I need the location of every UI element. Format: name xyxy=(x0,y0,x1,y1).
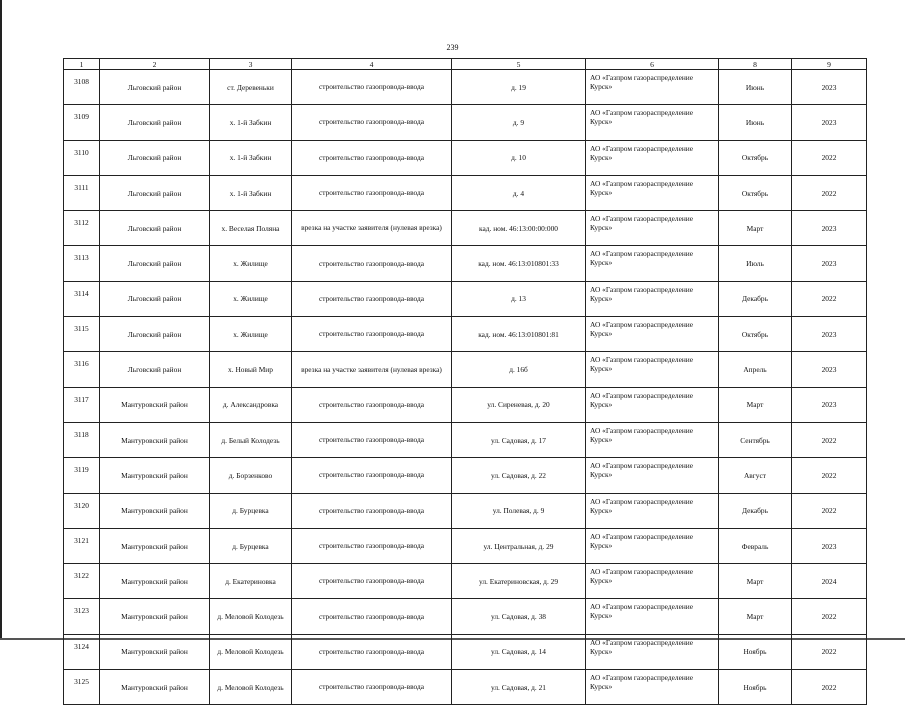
table-row xyxy=(64,387,867,422)
organization-cell: АО «Газпром газораспределение Курск» xyxy=(586,528,719,563)
table-row xyxy=(64,564,867,599)
month-cell: Сентябрь xyxy=(719,422,792,457)
year-cell: 2023 xyxy=(792,528,867,563)
address-cell: ул. Садовая, д. 17 xyxy=(452,422,586,457)
year-cell: 2022 xyxy=(792,599,867,634)
organization-cell: АО «Газпром газораспределение Курск» xyxy=(586,458,719,493)
district-cell: Мантуровский район xyxy=(100,670,210,705)
column-header: 6 xyxy=(586,59,719,70)
year-cell: 2023 xyxy=(792,317,867,352)
settlement-cell: х. Жилище xyxy=(210,246,292,281)
row-number-cell: 3123 xyxy=(64,599,100,634)
row-number-cell: 3108 xyxy=(64,70,100,105)
address-cell: д. 16б xyxy=(452,352,586,387)
address-cell: д. 13 xyxy=(452,281,586,316)
organization-cell: АО «Газпром газораспределение Курск» xyxy=(586,140,719,175)
work-type-cell: строительство газопровода-ввода xyxy=(292,140,452,175)
row-number-cell: 3119 xyxy=(64,458,100,493)
organization-cell: АО «Газпром газораспределение Курск» xyxy=(586,211,719,246)
table-body xyxy=(64,70,867,705)
address-cell: ул. Полевая, д. 9 xyxy=(452,493,586,528)
table-row xyxy=(64,211,867,246)
address-cell: д. 9 xyxy=(452,105,586,140)
work-type-cell: строительство газопровода-ввода xyxy=(292,105,452,140)
address-cell: ул. Екатериновская, д. 29 xyxy=(452,564,586,599)
district-cell: Мантуровский район xyxy=(100,599,210,634)
settlement-cell: х. Веселая Поляна xyxy=(210,211,292,246)
address-cell: ул. Садовая, д. 21 xyxy=(452,670,586,705)
settlement-cell: д. Бурцевка xyxy=(210,528,292,563)
year-cell: 2023 xyxy=(792,246,867,281)
organization-cell: АО «Газпром газораспределение Курск» xyxy=(586,493,719,528)
month-cell: Апрель xyxy=(719,352,792,387)
month-cell: Август xyxy=(719,458,792,493)
address-cell: кад. ном. 46:13:010801:81 xyxy=(452,317,586,352)
organization-cell: АО «Газпром газораспределение Курск» xyxy=(586,317,719,352)
year-cell: 2024 xyxy=(792,564,867,599)
work-type-cell: строительство газопровода-ввода xyxy=(292,458,452,493)
district-cell: Льговский район xyxy=(100,281,210,316)
work-type-cell: строительство газопровода-ввода xyxy=(292,281,452,316)
work-type-cell: строительство газопровода-ввода xyxy=(292,528,452,563)
organization-cell: АО «Газпром газораспределение Курск» xyxy=(586,175,719,210)
address-cell: ул. Садовая, д. 38 xyxy=(452,599,586,634)
table-row xyxy=(64,70,867,105)
row-number-cell: 3112 xyxy=(64,211,100,246)
row-number-cell: 3113 xyxy=(64,246,100,281)
column-header: 5 xyxy=(452,59,586,70)
work-type-cell: строительство газопровода-ввода xyxy=(292,175,452,210)
column-header: 4 xyxy=(292,59,452,70)
row-number-cell: 3114 xyxy=(64,281,100,316)
year-cell: 2023 xyxy=(792,387,867,422)
settlement-cell: д. Борзенково xyxy=(210,458,292,493)
year-cell: 2022 xyxy=(792,670,867,705)
district-cell: Мантуровский район xyxy=(100,564,210,599)
district-cell: Мантуровский район xyxy=(100,493,210,528)
address-cell: кад. ном. 46:13:010801:33 xyxy=(452,246,586,281)
table-row xyxy=(64,175,867,210)
work-type-cell: строительство газопровода-ввода xyxy=(292,70,452,105)
district-cell: Льговский район xyxy=(100,352,210,387)
district-cell: Льговский район xyxy=(100,175,210,210)
month-cell: Июнь xyxy=(719,105,792,140)
settlement-cell: д. Меловой Колодезь xyxy=(210,599,292,634)
year-cell: 2022 xyxy=(792,140,867,175)
district-cell: Льговский район xyxy=(100,317,210,352)
month-cell: Декабрь xyxy=(719,281,792,316)
work-type-cell: строительство газопровода-ввода xyxy=(292,634,452,669)
row-number-cell: 3115 xyxy=(64,317,100,352)
settlement-cell: х. Новый Мир xyxy=(210,352,292,387)
work-type-cell: строительство газопровода-ввода xyxy=(292,493,452,528)
table-row xyxy=(64,317,867,352)
row-number-cell: 3124 xyxy=(64,634,100,669)
year-cell: 2023 xyxy=(792,105,867,140)
settlement-cell: х. 1-й Забкин xyxy=(210,140,292,175)
row-number-cell: 3109 xyxy=(64,105,100,140)
settlement-cell: д. Александровка xyxy=(210,387,292,422)
address-cell: ул. Сиреневая, д. 20 xyxy=(452,387,586,422)
district-cell: Льговский район xyxy=(100,105,210,140)
address-cell: д. 4 xyxy=(452,175,586,210)
column-header: 9 xyxy=(792,59,867,70)
row-number-cell: 3110 xyxy=(64,140,100,175)
district-cell: Мантуровский район xyxy=(100,387,210,422)
row-number-cell: 3121 xyxy=(64,528,100,563)
year-cell: 2023 xyxy=(792,70,867,105)
organization-cell: АО «Газпром газораспределение Курск» xyxy=(586,670,719,705)
organization-cell: АО «Газпром газораспределение Курск» xyxy=(586,634,719,669)
address-cell: ул. Садовая, д. 14 xyxy=(452,634,586,669)
month-cell: Март xyxy=(719,387,792,422)
row-number-cell: 3122 xyxy=(64,564,100,599)
district-cell: Мантуровский район xyxy=(100,458,210,493)
district-cell: Мантуровский район xyxy=(100,634,210,669)
month-cell: Декабрь xyxy=(719,493,792,528)
month-cell: Март xyxy=(719,599,792,634)
month-cell: Июль xyxy=(719,246,792,281)
table-row xyxy=(64,458,867,493)
organization-cell: АО «Газпром газораспределение Курск» xyxy=(586,599,719,634)
organization-cell: АО «Газпром газораспределение Курск» xyxy=(586,105,719,140)
row-number-cell: 3116 xyxy=(64,352,100,387)
header-row xyxy=(64,59,867,70)
year-cell: 2022 xyxy=(792,458,867,493)
month-cell: Март xyxy=(719,564,792,599)
work-type-cell: врезка на участке заявителя (нулевая врезка) xyxy=(292,352,452,387)
work-type-cell: строительство газопровода-ввода xyxy=(292,599,452,634)
organization-cell: АО «Газпром газораспределение Курск» xyxy=(586,281,719,316)
row-number-cell: 3118 xyxy=(64,422,100,457)
organization-cell: АО «Газпром газораспределение Курск» xyxy=(586,422,719,457)
district-cell: Мантуровский район xyxy=(100,422,210,457)
year-cell: 2022 xyxy=(792,422,867,457)
table-row xyxy=(64,246,867,281)
row-number-cell: 3117 xyxy=(64,387,100,422)
organization-cell: АО «Газпром газораспределение Курск» xyxy=(586,70,719,105)
table-row xyxy=(64,140,867,175)
year-cell: 2022 xyxy=(792,634,867,669)
row-number-cell: 3111 xyxy=(64,175,100,210)
settlement-cell: ст. Деревеньки xyxy=(210,70,292,105)
year-cell: 2022 xyxy=(792,281,867,316)
month-cell: Июнь xyxy=(719,70,792,105)
organization-cell: АО «Газпром газораспределение Курск» xyxy=(586,564,719,599)
row-number-cell: 3120 xyxy=(64,493,100,528)
month-cell: Февраль xyxy=(719,528,792,563)
scan-edge-left xyxy=(0,0,2,640)
settlement-cell: д. Бурцевка xyxy=(210,493,292,528)
settlement-cell: х. Жилище xyxy=(210,317,292,352)
organization-cell: АО «Газпром газораспределение Курск» xyxy=(586,387,719,422)
table-row xyxy=(64,422,867,457)
district-cell: Мантуровский район xyxy=(100,528,210,563)
page-number: 239 xyxy=(446,43,459,52)
district-cell: Льговский район xyxy=(100,70,210,105)
column-header: 2 xyxy=(100,59,210,70)
table-row xyxy=(64,281,867,316)
work-type-cell: строительство газопровода-ввода xyxy=(292,317,452,352)
work-type-cell: строительство газопровода-ввода xyxy=(292,246,452,281)
table-row xyxy=(64,599,867,634)
address-cell: кад. ном. 46:13:00:00:000 xyxy=(452,211,586,246)
row-number-cell: 3125 xyxy=(64,670,100,705)
year-cell: 2023 xyxy=(792,352,867,387)
month-cell: Ноябрь xyxy=(719,634,792,669)
table-row xyxy=(64,352,867,387)
table-row xyxy=(64,493,867,528)
settlement-cell: д. Екатериновка xyxy=(210,564,292,599)
column-header: 3 xyxy=(210,59,292,70)
address-cell: д. 19 xyxy=(452,70,586,105)
district-cell: Льговский район xyxy=(100,140,210,175)
table-row xyxy=(64,105,867,140)
month-cell: Ноябрь xyxy=(719,670,792,705)
month-cell: Октябрь xyxy=(719,140,792,175)
year-cell: 2022 xyxy=(792,175,867,210)
table-row xyxy=(64,528,867,563)
settlement-cell: д. Меловой Колодезь xyxy=(210,670,292,705)
work-type-cell: строительство газопровода-ввода xyxy=(292,670,452,705)
district-cell: Льговский район xyxy=(100,211,210,246)
settlement-cell: х. Жилище xyxy=(210,281,292,316)
district-cell: Льговский район xyxy=(100,246,210,281)
month-cell: Март xyxy=(719,211,792,246)
data-table xyxy=(63,58,867,705)
settlement-cell: х. 1-й Забкин xyxy=(210,105,292,140)
address-cell: ул. Садовая, д. 22 xyxy=(452,458,586,493)
year-cell: 2022 xyxy=(792,493,867,528)
table-row xyxy=(64,670,867,705)
address-cell: д. 10 xyxy=(452,140,586,175)
organization-cell: АО «Газпром газораспределение Курск» xyxy=(586,352,719,387)
address-cell: ул. Центральная, д. 29 xyxy=(452,528,586,563)
work-type-cell: строительство газопровода-ввода xyxy=(292,422,452,457)
month-cell: Октябрь xyxy=(719,317,792,352)
work-type-cell: строительство газопровода-ввода xyxy=(292,387,452,422)
year-cell: 2023 xyxy=(792,211,867,246)
column-header: 1 xyxy=(64,59,100,70)
work-type-cell: врезка на участке заявителя (нулевая врезка) xyxy=(292,211,452,246)
month-cell: Октябрь xyxy=(719,175,792,210)
organization-cell: АО «Газпром газораспределение Курск» xyxy=(586,246,719,281)
settlement-cell: х. 1-й Забкин xyxy=(210,175,292,210)
settlement-cell: д. Белый Колодезь xyxy=(210,422,292,457)
work-type-cell: строительство газопровода-ввода xyxy=(292,564,452,599)
column-header: 8 xyxy=(719,59,792,70)
settlement-cell: д. Меловой Колодезь xyxy=(210,634,292,669)
